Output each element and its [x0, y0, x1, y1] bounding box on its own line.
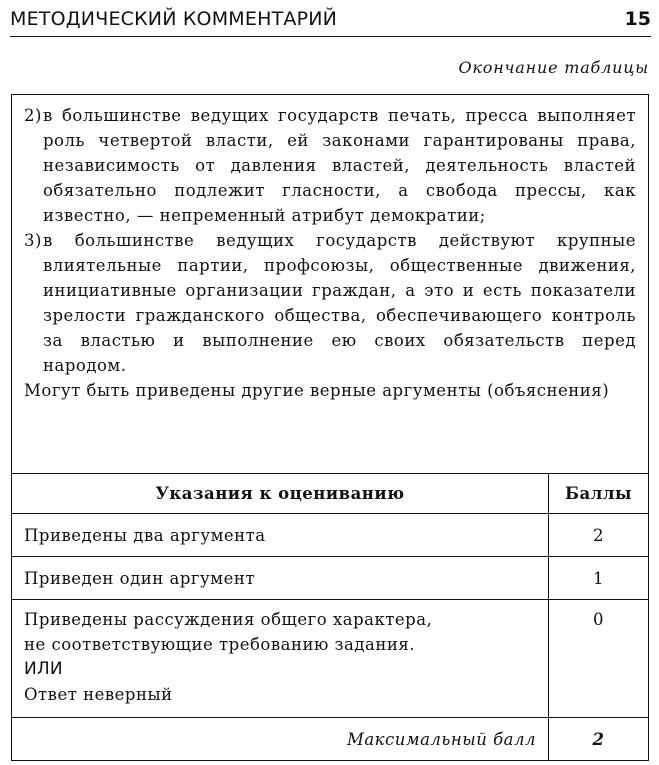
criteria-line: не соответствующие требованию задания.	[24, 635, 416, 654]
criteria-cell: Приведен один аргумент	[12, 557, 549, 600]
table-row	[12, 514, 649, 557]
criteria-cell	[12, 600, 549, 718]
answer-item-number: 2)	[24, 106, 42, 125]
answer-content-cell	[12, 95, 649, 474]
page-number: 15	[624, 8, 651, 30]
answer-item-text: в большинстве ведущих государств печать, пресса выполняет роль четвертой власти, ей законами гарантированы права, независимость от давления властей, деятельность властей обязательно подлежит гласности, а свобода прессы, как известно, — непременный атрибут демократии;	[43, 106, 637, 225]
answer-item	[24, 103, 636, 228]
criteria-line: Приведены рассуждения общего характера,	[24, 610, 433, 629]
page-header	[10, 0, 651, 37]
score-cell: 0	[549, 600, 649, 718]
criteria-line: ИЛИ	[24, 659, 63, 679]
score-column-header: Баллы	[549, 474, 649, 514]
criteria-cell: Приведены два аргумента	[12, 514, 549, 557]
score-cell: 1	[549, 557, 649, 600]
max-score-label: Максимальный балл	[12, 718, 549, 761]
additional-arguments-note: Могут быть приведены другие верные аргументы (объяснения)	[24, 381, 610, 400]
answer-item-number: 3)	[24, 231, 42, 250]
criteria-column-header: Указания к оцениванию	[12, 474, 549, 514]
answer-item	[24, 228, 636, 378]
table-row	[12, 600, 649, 718]
answer-item-text: в большинстве ведущих государств действуют крупные влиятельные партии, профсоюзы, общественные движения, инициативные организации граждан, а это и есть показатели зрелости гражданского общества, обеспечивающего контроль за властью и выполнение ею своих обязательств перед народом.	[43, 231, 637, 375]
assessment-table	[11, 94, 649, 761]
answer-content-row	[12, 95, 649, 474]
table-row	[12, 557, 649, 600]
score-cell: 2	[549, 514, 649, 557]
section-title: МЕТОДИЧЕСКИЙ КОММЕНТАРИЙ	[10, 8, 338, 30]
table-continuation-note: Окончание таблицы	[458, 58, 649, 77]
table-header-row	[12, 474, 649, 514]
max-score-value: 2	[549, 718, 649, 761]
criteria-line: Ответ неверный	[24, 685, 173, 704]
max-score-row	[12, 718, 649, 761]
